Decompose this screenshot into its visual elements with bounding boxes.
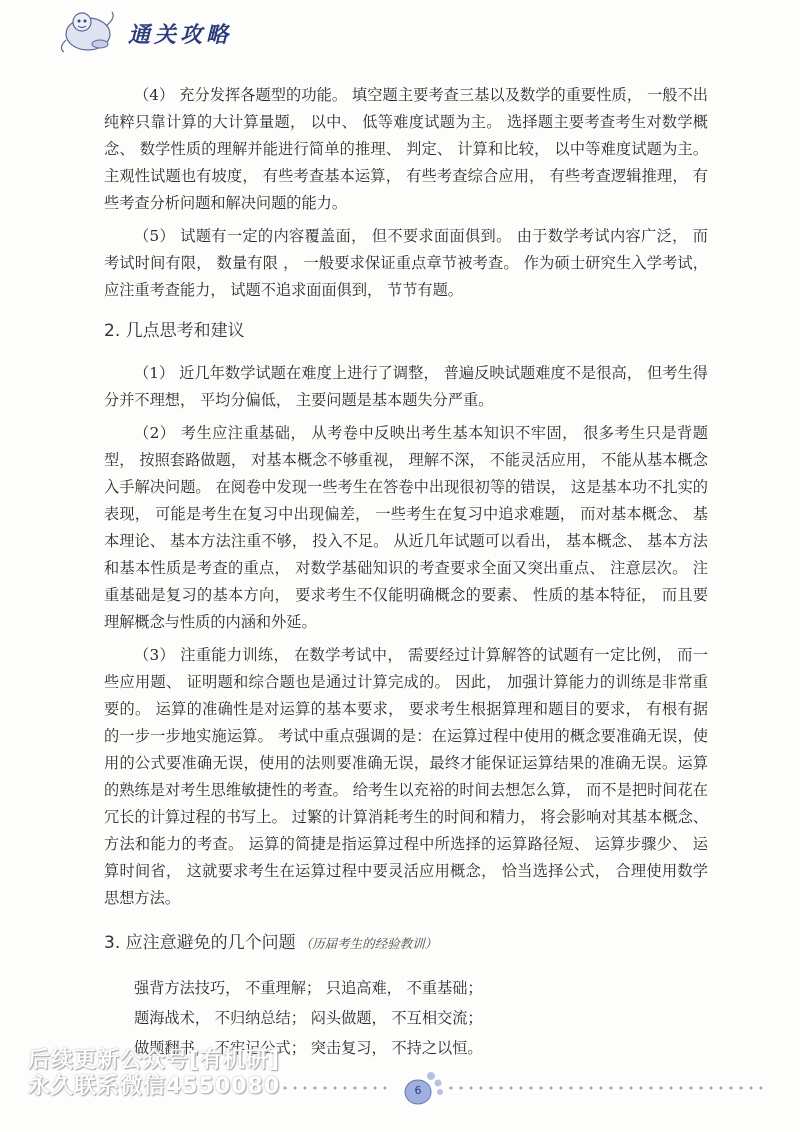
footer-dots-left — [280, 1086, 392, 1090]
list-item: 题海战术， 不归纳总结； 闷头做题， 不互相交流； — [134, 1009, 483, 1027]
section-2-paragraph-2: （2） 考生应注重基础， 从考卷中反映出考生基本知识不牢固， 很多考生只是背题型， 按照套路做题， 对基本概念不够重视， 理解不深， 不能灵活应用， 不能从基本概念入手解决问题。 在阅卷中发现一些考生在答卷中出现很初等的错误， 这是基本功不扎实的表现， 可能是考生在复习中出现偏差， 一些考生在复习中追求难题， 而对基本概念、 基本理论、 基本方法注重不够， 投入不足。 从近几年试题可以看出， 基本概念、 基本方法和基本性质是考查的重点， 对数学基础知识的考查要求全面又突出重点、 注意层次。 注重基础是复习的基本方向， 要求考生不仅能明确概念的要素、 性质的基本特征， 而且要理解概念与性质的内涵和外延。 — [104, 424, 708, 631]
watermark-line-1: 后续更新公众号[有机研] — [28, 1048, 281, 1073]
section-2-paragraph-3: （3） 注重能力训练， 在数学考试中， 需要经过计算解答的试题有一定比例， 而一些应用题、 证明题和综合题也是通过计算完成的。 因此， 加强计算能力的训练是非常重要的。 运算的准确性是对运算的基本要求， 要求考生根据算理和题目的要求， 有根有据的一步一步地实施运算。 考试中重点强调的是：在运算过程中使用的概念要准确无误，使用的公式要准确无误，使用的法则要准确无误，最终才能保证运算结果的准确无误。运算的熟练是对考生思维敏捷性的考查。 给考生以充裕的时间去想怎么算， 而不是把时间花在冗长的计算过程的书写上。 过繁的计算消耗考生的时间和精力， 将会影响对其基本概念、 方法和能力的考查。 运算的简捷是指运算过程中所选择的运算路径短、 运算步骤少、 运算时间省， 这就要求考生在运算过程中要灵活应用概念， 恰当选择公式， 合理使用数学思想方法。 — [104, 646, 708, 907]
section-3-title — [104, 928, 708, 959]
paragraph-5: （5） 试题有一定的内容覆盖面， 但不要求面面俱到。 由于数学考试内容广泛， 而考试时间有限， 数量有限 ， 一般要求保证重点章节被考查。 作为硕士研究生入学考试， 应注重考查能力， 试题不追求面面俱到， 节节有题。 — [104, 227, 708, 299]
watermark-text — [28, 1048, 280, 1100]
paragraph-4: （4） 充分发挥各题型的功能。 填空题主要考查三基以及数学的重要性质， 一般不出纯粹只靠计算的大计算量题， 以中、 低等难度试题为主。 选择题主要考查考生对数学概念、 数学性质的理解并能进行简单的推理、 判定、 计算和比较， 以中等难度试题为主。 主观性试题也有坡度， 有些考查基本运算， 有些考查综合应用， 有些考查逻辑推理， 有些考查分析问题和解决问题的能力。 — [104, 86, 708, 212]
list-item: 做题翻书， 不牢记公式； 突击复习， 不持之以恒。 — [134, 1039, 483, 1057]
footer-dots-right — [446, 1086, 768, 1090]
section-3-note: （历届考生的经验教训） — [299, 936, 438, 951]
section-2-title: 2. 几点思考和建议 — [104, 321, 245, 341]
page-number: 6 — [414, 1084, 422, 1097]
watermark-line-2: 永久联系微信4550080 — [28, 1074, 281, 1099]
cartoon-mascot-icon — [52, 4, 122, 56]
page-header — [52, 4, 292, 56]
list-item: 强背方法技巧， 不重理解； 只追高难， 不重基础； — [134, 979, 483, 997]
header-title: 通关攻略 — [128, 23, 233, 48]
section-2-paragraph-1: （1） 近几年数学试题在难度上进行了调整， 普遍反映试题难度不是很高， 但考生得分并不理想， 平均分偏低， 主要问题是基本题失分严重。 — [104, 364, 708, 409]
section-3-title-text: 3. 应注意避免的几个问题 — [104, 933, 296, 953]
page-content — [104, 82, 708, 1063]
